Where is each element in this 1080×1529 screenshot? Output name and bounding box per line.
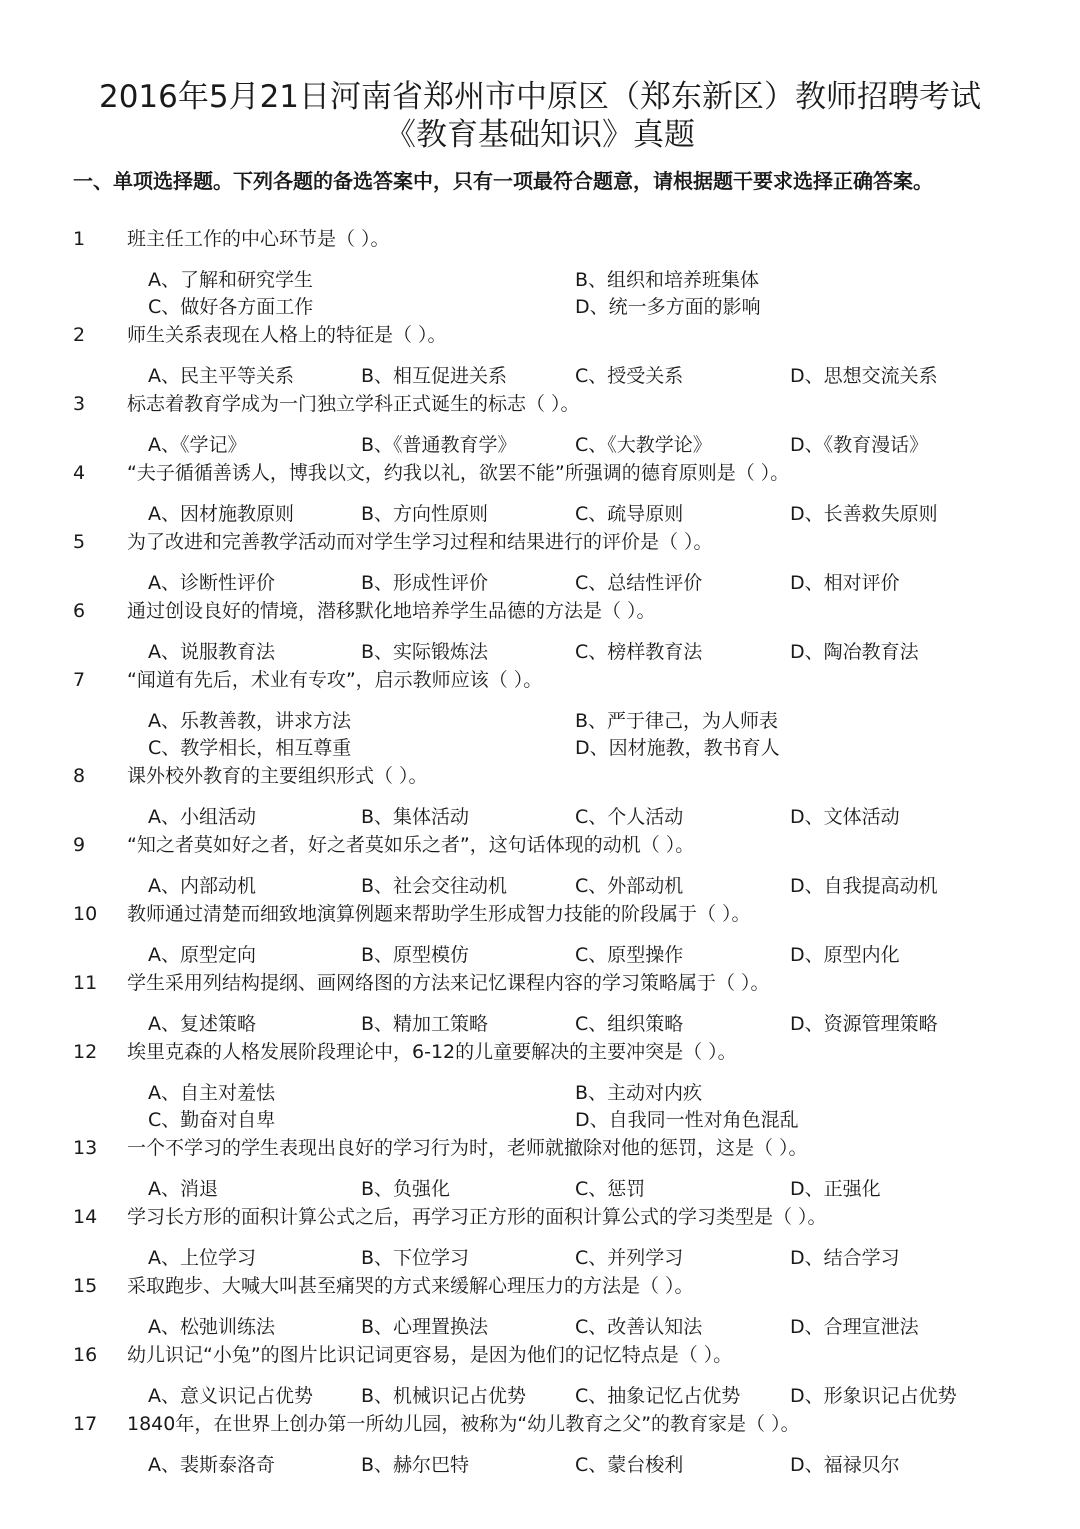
option-group	[0, 1314, 1080, 1342]
question-number: 14	[73, 1206, 98, 1228]
question-number: 15	[73, 1275, 98, 1297]
question-stem	[0, 1135, 1080, 1161]
option-a: A、内部动机	[148, 875, 256, 897]
question-number: 3	[73, 393, 86, 415]
option-c: C、蒙台梭利	[575, 1454, 684, 1476]
question-item	[0, 460, 1080, 529]
option-a: A、民主平等关系	[148, 365, 294, 387]
option-c: C、授受关系	[575, 365, 684, 387]
question-text: 幼儿识记“小兔”的图片比识记词更容易，是因为他们的记忆特点是（ ）。	[127, 1344, 733, 1366]
option-group	[0, 804, 1080, 832]
option-d: D、资源管理策略	[790, 1013, 938, 1035]
option-b: B、主动对内疚	[575, 1082, 703, 1104]
question-text: 一个不学习的学生表现出良好的学习行为时，老师就撤除对他的惩罚，这是（ ）。	[127, 1137, 808, 1159]
section-heading: 一、单项选择题。下列各题的备选答案中，只有一项最符合题意，请根据题干要求选择正确答案。	[73, 169, 933, 193]
question-text: 采取跑步、大喊大叫甚至痛哭的方式来缓解心理压力的方法是（ ）。	[127, 1275, 694, 1297]
option-c: C、《大教学论》	[575, 434, 712, 456]
option-c: C、疏导原则	[575, 503, 684, 525]
question-text: 通过创设良好的情境，潜移默化地培养学生品德的方法是（ ）。	[127, 600, 656, 622]
option-c: C、教学相长，相互尊重	[148, 737, 352, 759]
option-c: C、组织策略	[575, 1013, 684, 1035]
question-number: 16	[73, 1344, 98, 1366]
option-d: D、陶冶教育法	[790, 641, 919, 663]
option-b: B、负强化	[361, 1178, 451, 1200]
question-number: 7	[73, 669, 86, 691]
question-item	[0, 763, 1080, 832]
question-text: “夫子循循善诱人，博我以文，约我以礼，欲罢不能”所强调的德育原则是（ ）。	[127, 462, 790, 484]
question-stem	[0, 226, 1080, 252]
option-c: C、个人活动	[575, 806, 684, 828]
option-group	[0, 1383, 1080, 1411]
question-stem	[0, 763, 1080, 789]
option-c: C、惩罚	[575, 1178, 646, 1200]
option-a: A、上位学习	[148, 1247, 256, 1269]
question-item	[0, 1135, 1080, 1204]
question-number: 12	[73, 1041, 98, 1063]
option-group	[0, 942, 1080, 970]
question-item	[0, 391, 1080, 460]
option-c: C、做好各方面工作	[148, 296, 314, 318]
option-a: A、松弛训练法	[148, 1316, 275, 1338]
question-stem	[0, 901, 1080, 927]
question-item	[0, 529, 1080, 598]
option-d: D、文体活动	[790, 806, 900, 828]
option-a: A、意义识记占优势	[148, 1385, 313, 1407]
option-b: B、社会交往动机	[361, 875, 508, 897]
question-item	[0, 598, 1080, 667]
option-a: A、诊断性评价	[148, 572, 275, 594]
question-stem	[0, 667, 1080, 693]
option-b: B、方向性原则	[361, 503, 489, 525]
option-d: D、统一多方面的影响	[575, 296, 761, 318]
option-a: A、消退	[148, 1178, 218, 1200]
option-d: D、长善救失原则	[790, 503, 938, 525]
question-item	[0, 901, 1080, 970]
option-d: D、《教育漫话》	[790, 434, 929, 456]
option-a: A、自主对羞怯	[148, 1082, 275, 1104]
question-item	[0, 970, 1080, 1039]
question-item	[0, 1204, 1080, 1273]
title-line-1: 2016年5月21日河南省郑州市中原区（郑东新区）教师招聘考试	[98, 79, 982, 115]
option-c: C、外部动机	[575, 875, 684, 897]
question-number: 11	[73, 972, 98, 994]
question-item	[0, 1342, 1080, 1411]
option-b: B、心理置换法	[361, 1316, 489, 1338]
option-d: D、自我提高动机	[790, 875, 938, 897]
question-number: 9	[73, 834, 86, 856]
option-group	[0, 639, 1080, 667]
option-d: D、形象识记占优势	[790, 1385, 957, 1407]
question-number: 2	[73, 324, 86, 346]
question-text: 教师通过清楚而细致地演算例题来帮助学生形成智力技能的阶段属于（ ）。	[127, 903, 751, 925]
question-stem	[0, 1411, 1080, 1437]
option-group	[0, 708, 1080, 763]
question-stem	[0, 1342, 1080, 1368]
option-c: C、抽象记忆占优势	[575, 1385, 741, 1407]
question-number: 10	[73, 903, 98, 925]
option-group	[0, 1245, 1080, 1273]
question-item	[0, 1273, 1080, 1342]
question-text: 1840年，在世界上创办第一所幼儿园，被称为“幼儿教育之父”的教育家是（ ）。	[127, 1413, 800, 1435]
option-c: C、并列学习	[575, 1247, 684, 1269]
option-a: A、乐教善教，讲求方法	[148, 710, 351, 732]
question-stem	[0, 460, 1080, 486]
question-item	[0, 1411, 1080, 1480]
question-item	[0, 322, 1080, 391]
question-number: 13	[73, 1137, 98, 1159]
question-list	[0, 226, 1080, 1480]
option-d: D、正强化	[790, 1178, 881, 1200]
question-text: 学生采用列结构提纲、画网络图的方法来记忆课程内容的学习策略属于（ ）。	[127, 972, 770, 994]
question-text: 埃里克森的人格发展阶段理论中，6-12的儿童要解决的主要冲突是（ ）。	[127, 1041, 737, 1063]
question-number: 8	[73, 765, 86, 787]
question-stem	[0, 598, 1080, 624]
option-b: B、《普通教育学》	[361, 434, 517, 456]
option-d: D、思想交流关系	[790, 365, 938, 387]
page-title	[0, 78, 1080, 154]
option-c: C、勤奋对自卑	[148, 1109, 276, 1131]
question-number: 17	[73, 1413, 98, 1435]
option-a: A、因材施教原则	[148, 503, 294, 525]
question-text: 标志着教育学成为一门独立学科正式诞生的标志（ ）。	[127, 393, 580, 415]
option-b: B、组织和培养班集体	[575, 269, 760, 291]
option-group	[0, 363, 1080, 391]
option-c: C、改善认知法	[575, 1316, 703, 1338]
option-c: C、原型操作	[575, 944, 684, 966]
option-a: A、原型定向	[148, 944, 256, 966]
option-a: A、《学记》	[148, 434, 247, 456]
option-b: B、原型模仿	[361, 944, 470, 966]
option-b: B、相互促进关系	[361, 365, 508, 387]
option-a: A、裴斯泰洛奇	[148, 1454, 275, 1476]
question-text: 课外校外教育的主要组织形式（ ）。	[127, 765, 428, 787]
option-d: D、合理宣泄法	[790, 1316, 919, 1338]
option-b: B、精加工策略	[361, 1013, 489, 1035]
option-group	[0, 501, 1080, 529]
question-stem	[0, 322, 1080, 348]
option-b: B、实际锻炼法	[361, 641, 489, 663]
question-item	[0, 667, 1080, 763]
option-a: A、小组活动	[148, 806, 256, 828]
option-d: D、原型内化	[790, 944, 900, 966]
option-d: D、相对评价	[790, 572, 900, 594]
option-b: B、赫尔巴特	[361, 1454, 470, 1476]
title-line-2: 《教育基础知识》真题	[385, 117, 695, 153]
option-d: D、结合学习	[790, 1247, 900, 1269]
option-a: A、复述策略	[148, 1013, 256, 1035]
question-number: 4	[73, 462, 86, 484]
question-text: 班主任工作的中心环节是（ ）。	[127, 228, 390, 250]
question-number: 5	[73, 531, 86, 553]
question-number: 6	[73, 600, 86, 622]
option-group	[0, 267, 1080, 322]
question-stem	[0, 832, 1080, 858]
question-stem	[0, 1204, 1080, 1230]
option-group	[0, 432, 1080, 460]
question-number: 1	[73, 228, 86, 250]
question-text: “闻道有先后，术业有专攻”，启示教师应该（ ）。	[127, 669, 543, 691]
question-item	[0, 226, 1080, 322]
option-b: B、集体活动	[361, 806, 470, 828]
question-stem	[0, 391, 1080, 417]
option-c: C、榜样教育法	[575, 641, 703, 663]
question-stem	[0, 970, 1080, 996]
question-stem	[0, 529, 1080, 555]
option-a: A、了解和研究学生	[148, 269, 313, 291]
option-group	[0, 873, 1080, 901]
question-stem	[0, 1273, 1080, 1299]
question-text: 学习长方形的面积计算公式之后，再学习正方形的面积计算公式的学习类型是（ ）。	[127, 1206, 827, 1228]
option-group	[0, 1452, 1080, 1480]
question-text: 为了改进和完善教学活动而对学生学习过程和结果进行的评价是（ ）。	[127, 531, 713, 553]
option-b: B、严于律己，为人师表	[575, 710, 779, 732]
option-d: D、因材施教，教书育人	[575, 737, 780, 759]
option-group	[0, 1080, 1080, 1135]
option-d: D、自我同一性对角色混乱	[575, 1109, 799, 1131]
option-b: B、机械识记占优势	[361, 1385, 527, 1407]
question-item	[0, 1039, 1080, 1135]
option-group	[0, 570, 1080, 598]
question-text: 师生关系表现在人格上的特征是（ ）。	[127, 324, 447, 346]
option-b: B、下位学习	[361, 1247, 470, 1269]
question-item	[0, 832, 1080, 901]
option-c: C、总结性评价	[575, 572, 703, 594]
option-d: D、福禄贝尔	[790, 1454, 900, 1476]
option-b: B、形成性评价	[361, 572, 489, 594]
question-text: “知之者莫如好之者，好之者莫如乐之者”，这句话体现的动机（ ）。	[127, 834, 695, 856]
option-group	[0, 1011, 1080, 1039]
question-stem	[0, 1039, 1080, 1065]
option-group	[0, 1176, 1080, 1204]
option-a: A、说服教育法	[148, 641, 275, 663]
